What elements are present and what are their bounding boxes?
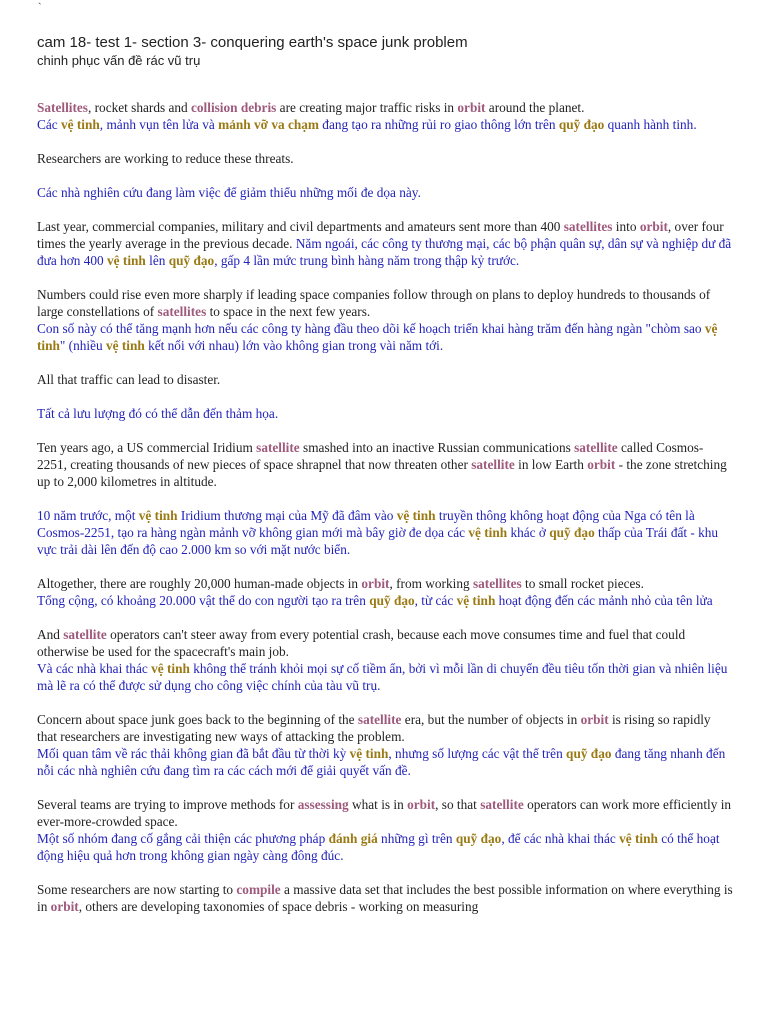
keyword-highlight: vệ tinh [456, 593, 496, 608]
text-run: Các nhà nghiên cứu đang làm việc để giảm thiểu những mối đe dọa này. [37, 185, 421, 200]
keyword-highlight: orbit [587, 457, 616, 472]
text-run: , rocket shards and [87, 100, 191, 115]
paragraph-spacer [37, 490, 733, 507]
paragraph-block [37, 575, 733, 609]
keyword-highlight: orbit [361, 576, 390, 591]
keyword-highlight: vệ tinh [37, 321, 718, 353]
keyword-highlight: orbit [639, 219, 668, 234]
document-title: cam 18- test 1- section 3- conquering earth's space junk problem [37, 34, 468, 51]
text-run: Con số này có thể tăng mạnh hơn nếu các công ty hàng đầu theo dõi kế hoạch triển khai hàng trăm đến hàng ngàn "chòm sao [37, 321, 705, 336]
paragraph-block [37, 796, 733, 864]
text-run: a massive data set that includes the best possible information on where everything is in [37, 882, 733, 914]
english-paragraph [37, 439, 733, 490]
text-run: đang tăng nhanh đến nỗi các nhà nghiên cứu đang tìm ra các cách mới để giải quyết vấn đề. [37, 746, 726, 778]
text-run: có thể hoạt động hiệu quả hơn trong không gian ngày càng đông đúc. [37, 831, 720, 863]
english-paragraph [37, 99, 733, 116]
text-run: Iridium thương mại của Mỹ đã đâm vào [177, 508, 397, 523]
text-run: in low Earth [514, 457, 588, 472]
english-paragraph [37, 575, 733, 592]
paragraph-spacer [37, 133, 733, 150]
text-run: smashed into an inactive Russian communications [299, 440, 575, 455]
text-run: - the zone stretching up to 2,000 kilometres in altitude. [37, 457, 727, 489]
english-paragraph [37, 371, 733, 388]
keyword-highlight: orbit [50, 899, 79, 914]
text-run: không thể tránh khỏi mọi sự cố tiềm ẩn, bởi vì mỗi lần di chuyển đều tiêu tốn thời gian và nhiên liệu mà lẽ ra có thể được sử dụng cho công việc chính của tàu vũ trụ. [37, 661, 728, 693]
keyword-highlight: satellite [471, 457, 515, 472]
english-paragraph [37, 626, 733, 660]
text-run: Researchers are working to reduce these threats. [37, 151, 294, 166]
text-run: , để các nhà khai thác [501, 831, 620, 846]
english-paragraph [37, 150, 733, 167]
paragraph-block [37, 881, 733, 915]
stray-mark: ` [38, 2, 42, 14]
text-run: , others are developing taxonomies of space debris - working on measuring [78, 899, 479, 914]
keyword-highlight: vệ tinh [619, 831, 658, 846]
keyword-highlight: quỹ đạo [369, 593, 415, 608]
paragraph-spacer [37, 779, 733, 796]
keyword-highlight: vệ tinh [105, 338, 145, 353]
paragraph-block [37, 218, 733, 269]
vietnamese-translation [37, 405, 733, 422]
keyword-highlight: vệ tinh [151, 661, 190, 676]
text-run: hoạt động đến các mảnh nhỏ của tên lửa [495, 593, 713, 608]
vietnamese-translation [37, 320, 733, 354]
text-run: Các [37, 117, 61, 132]
bilingual-text-body [37, 99, 733, 915]
text-run: Mối quan tâm về rác thải không gian đã bắt đầu từ thời kỳ [37, 746, 350, 761]
text-run: , từ các [414, 593, 457, 608]
english-paragraph [37, 881, 733, 915]
paragraph-spacer [37, 167, 733, 184]
keyword-highlight: Satellites [37, 100, 88, 115]
keyword-highlight: vệ tinh [61, 117, 100, 132]
text-run: khác ở [507, 525, 550, 540]
text-run: are creating major traffic risks in [276, 100, 458, 115]
vietnamese-translation [37, 830, 733, 864]
paragraph-spacer [37, 354, 733, 371]
text-run: đang tạo ra những rủi ro giao thông lớn trên [318, 117, 559, 132]
vietnamese-translation [37, 592, 733, 609]
keyword-highlight: satellite [256, 440, 300, 455]
paragraph-block [37, 150, 733, 201]
keyword-highlight: satellites [157, 304, 207, 319]
text-run: , nhưng số lượng các vật thể trên [388, 746, 567, 761]
keyword-highlight: compile [236, 882, 281, 897]
keyword-highlight: orbit [457, 100, 486, 115]
text-run: Altogether, there are roughly 20,000 human-made objects in [37, 576, 362, 591]
text-run: called Cosmos-2251, creating thousands of new pieces of space shrapnel that now threaten other [37, 440, 704, 472]
keyword-highlight: satellites [563, 219, 613, 234]
vietnamese-translation [37, 507, 733, 558]
paragraph-spacer [37, 422, 733, 439]
paragraph-spacer [37, 864, 733, 881]
text-run: All that traffic can lead to disaster. [37, 372, 221, 387]
text-run: what is in [348, 797, 408, 812]
vietnamese-translation [37, 745, 733, 779]
text-run: kết nối với nhau) lớn vào không gian trong vài năm tới. [144, 338, 444, 353]
keyword-highlight: quỹ đạo [558, 117, 605, 132]
keyword-highlight: đánh giá [328, 831, 378, 846]
keyword-highlight: quỹ đạo [566, 746, 612, 761]
text-run: 10 năm trước, một [37, 508, 139, 523]
text-run: Some researchers are now starting to [37, 882, 237, 897]
paragraph-block [37, 286, 733, 354]
paragraph-spacer [37, 558, 733, 575]
keyword-highlight: quỹ đạo [455, 831, 502, 846]
text-run: Một số nhóm đang cố gắng cải thiện các phương pháp [37, 831, 329, 846]
document-subtitle: chinh phục vấn đề rác vũ trụ [37, 53, 201, 68]
text-run: operators can't steer away from every potential crash, because each move consumes time and fuel that could otherwise be used for the spacecraft's main job. [37, 627, 686, 659]
english-paragraph [37, 286, 733, 320]
english-paragraph [37, 711, 733, 745]
text-run: Numbers could rise even more sharply if leading space companies follow through on plans to deploy hundreds to thousands of large constellations of [37, 287, 711, 319]
text-run: quanh hành tinh. [604, 117, 697, 132]
text-run: , from working [389, 576, 473, 591]
keyword-highlight: mảnh vỡ va chạm [218, 117, 319, 132]
keyword-highlight: vệ tinh [349, 746, 389, 761]
text-run: operators can work more efficiently in ever-more-crowded space. [37, 797, 732, 829]
text-run: Ten years ago, a US commercial Iridium [37, 440, 257, 455]
keyword-highlight: vệ tinh [107, 253, 146, 268]
keyword-highlight: satellite [480, 797, 524, 812]
text-run: Several teams are trying to improve methods for [37, 797, 298, 812]
text-run: Tất cả lưu lượng đó có thể dẫn đến thảm họa. [37, 406, 279, 421]
keyword-highlight: satellite [357, 712, 402, 727]
text-run: lên [145, 253, 169, 268]
paragraph-block [37, 626, 733, 694]
english-paragraph [37, 218, 733, 269]
text-run: những gì trên [377, 831, 456, 846]
vietnamese-translation [37, 660, 733, 694]
keyword-highlight: quỹ đạo [168, 253, 215, 268]
paragraph-block [37, 99, 733, 133]
paragraph-block [37, 711, 733, 779]
keyword-highlight: collision debris [191, 100, 277, 115]
text-run: truyền thông không hoạt động của Nga có tên là Cosmos-2251, tạo ra hàng ngàn mảnh vỡ không gian mới mà bây giờ đe dọa các [37, 508, 695, 540]
paragraph-spacer [37, 609, 733, 626]
paragraph-block [37, 439, 733, 558]
keyword-highlight: assessing [297, 797, 349, 812]
paragraph-block [37, 371, 733, 422]
text-run: into [612, 219, 640, 234]
text-run: And [37, 627, 64, 642]
keyword-highlight: satellite [574, 440, 618, 455]
text-run: Và các nhà khai thác [37, 661, 152, 676]
text-run: to small rocket pieces. [521, 576, 644, 591]
text-run: , gấp 4 lần mức trung bình hàng năm trong thập kỷ trước. [214, 253, 520, 268]
paragraph-spacer [37, 388, 733, 405]
vietnamese-translation [37, 116, 733, 133]
text-run: Năm ngoái, các công ty thương mại, các bộ phận quân sự, dân sự và nghiệp dư đã đưa hơn 400 [37, 236, 732, 268]
paragraph-spacer [37, 201, 733, 218]
keyword-highlight: vệ tinh [138, 508, 178, 523]
text-run: , so that [435, 797, 481, 812]
keyword-highlight: vệ tinh [396, 508, 436, 523]
text-run: Tổng cộng, có khoảng 20.000 vật thể do con người tạo ra trên [37, 593, 370, 608]
paragraph-spacer [37, 694, 733, 711]
text-run: era, but the number of objects in [401, 712, 581, 727]
text-run: , over four times the yearly average in the previous decade. [37, 219, 724, 251]
keyword-highlight: orbit [580, 712, 609, 727]
text-run: Concern about space junk goes back to the beginning of the [37, 712, 358, 727]
keyword-highlight: satellites [472, 576, 522, 591]
keyword-highlight: satellite [63, 627, 107, 642]
vietnamese-translation [37, 184, 733, 201]
keyword-highlight: orbit [407, 797, 436, 812]
keyword-highlight: vệ tinh [468, 525, 508, 540]
text-run: thấp của Trái đất - khu vực trải dài lên đến độ cao 2.000 km so với mặt nước biển. [37, 525, 719, 557]
text-run: around the planet. [485, 100, 585, 115]
english-paragraph [37, 796, 733, 830]
text-run: , mảnh vụn tên lửa và [99, 117, 219, 132]
text-run: " (nhiều [59, 338, 106, 353]
text-run: to space in the next few years. [206, 304, 371, 319]
text-run: Last year, commercial companies, military and civil departments and amateurs sent more than 400 [37, 219, 564, 234]
keyword-highlight: quỹ đạo [549, 525, 595, 540]
paragraph-spacer [37, 269, 733, 286]
text-run: is rising so rapidly that researchers are investigating new ways of attacking the problem. [37, 712, 711, 744]
